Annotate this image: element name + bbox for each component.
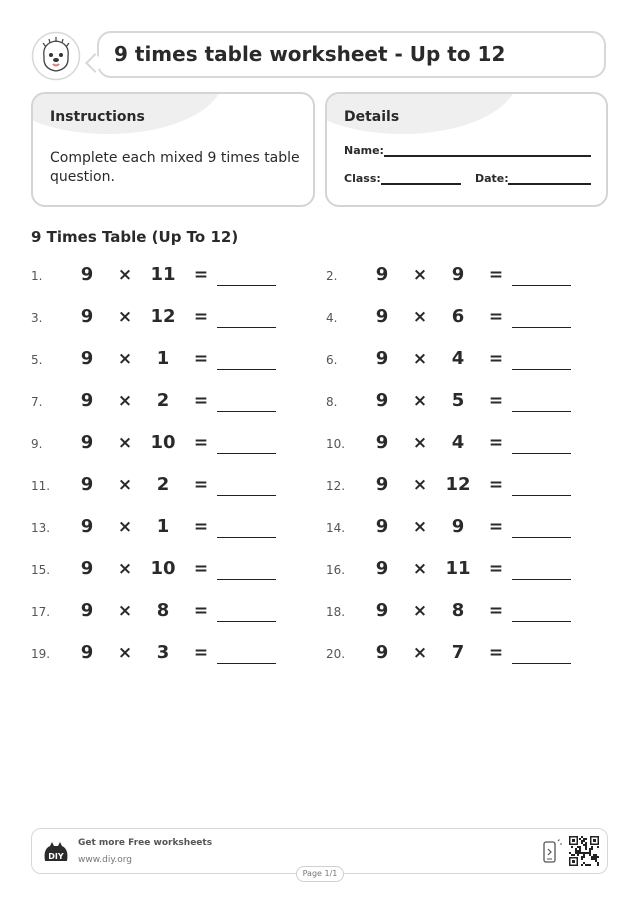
question-row <box>326 389 606 415</box>
times-sign: × <box>117 517 133 537</box>
multiplier: 7 <box>451 642 465 663</box>
answer-field[interactable] <box>217 537 276 538</box>
multiplicand: 9 <box>375 558 389 579</box>
multiplier: 12 <box>445 474 471 495</box>
question-number: 10. <box>326 437 346 451</box>
times-sign: × <box>117 307 133 327</box>
question-row <box>31 641 311 667</box>
multiplier: 11 <box>150 264 176 285</box>
question-row <box>31 599 311 625</box>
page-number: Page 1/1 <box>296 866 344 882</box>
instructions-text: Complete each mixed 9 times table question. <box>50 150 300 185</box>
multiplier: 6 <box>451 306 465 327</box>
multiplicand: 9 <box>375 264 389 285</box>
question-row <box>31 515 311 541</box>
question-row <box>31 431 311 457</box>
answer-field[interactable] <box>217 369 276 370</box>
equals-sign: = <box>488 391 504 411</box>
equals-sign: = <box>193 517 209 537</box>
equals-sign: = <box>193 265 209 285</box>
equals-sign: = <box>193 559 209 579</box>
question-row <box>31 347 311 373</box>
answer-field[interactable] <box>217 327 276 328</box>
date-field[interactable] <box>508 183 591 185</box>
equals-sign: = <box>193 601 209 621</box>
times-sign: × <box>412 475 428 495</box>
question-number: 12. <box>326 479 346 493</box>
multiplicand: 9 <box>375 432 389 453</box>
times-sign: × <box>412 265 428 285</box>
equals-sign: = <box>193 433 209 453</box>
instructions-heading: Instructions <box>50 109 145 125</box>
equals-sign: = <box>193 643 209 663</box>
answer-field[interactable] <box>512 453 571 454</box>
answer-field[interactable] <box>512 285 571 286</box>
times-sign: × <box>117 265 133 285</box>
multiplicand: 9 <box>80 558 94 579</box>
answer-field[interactable] <box>512 411 571 412</box>
equals-sign: = <box>488 601 504 621</box>
multiplier: 2 <box>156 390 170 411</box>
multiplicand: 9 <box>80 600 94 621</box>
multiplicand: 9 <box>375 348 389 369</box>
equals-sign: = <box>488 265 504 285</box>
question-row <box>31 263 311 289</box>
question-number: 17. <box>31 605 51 619</box>
multiplier: 1 <box>156 348 170 369</box>
times-sign: × <box>117 601 133 621</box>
answer-field[interactable] <box>217 411 276 412</box>
question-number: 18. <box>326 605 346 619</box>
equals-sign: = <box>488 475 504 495</box>
times-sign: × <box>412 559 428 579</box>
page-title: 9 times table worksheet - Up to 12 <box>114 42 506 66</box>
question-number: 3. <box>31 311 43 325</box>
times-sign: × <box>117 559 133 579</box>
multiplier: 9 <box>451 516 465 537</box>
multiplicand: 9 <box>80 474 94 495</box>
question-row <box>326 473 606 499</box>
answer-field[interactable] <box>217 579 276 580</box>
times-sign: × <box>412 349 428 369</box>
footer-link[interactable]: www.diy.org <box>78 855 132 865</box>
question-number: 6. <box>326 353 338 367</box>
answer-field[interactable] <box>217 285 276 286</box>
question-row <box>31 305 311 331</box>
multiplicand: 9 <box>80 432 94 453</box>
question-row <box>31 473 311 499</box>
multiplier: 8 <box>156 600 170 621</box>
times-sign: × <box>412 391 428 411</box>
times-sign: × <box>412 601 428 621</box>
times-sign: × <box>117 433 133 453</box>
multiplicand: 9 <box>375 306 389 327</box>
class-label: Class: <box>344 172 381 185</box>
name-field[interactable] <box>384 155 591 157</box>
multiplier: 12 <box>150 306 176 327</box>
footer-promo-text: Get more Free worksheets <box>78 838 213 848</box>
question-number: 14. <box>326 521 346 535</box>
details-panel <box>325 92 608 207</box>
equals-sign: = <box>193 475 209 495</box>
multiplicand: 9 <box>375 600 389 621</box>
class-field[interactable] <box>381 183 461 185</box>
question-number: 5. <box>31 353 43 367</box>
question-number: 4. <box>326 311 338 325</box>
qr-code-icon[interactable] <box>569 836 599 866</box>
times-sign: × <box>412 517 428 537</box>
question-row <box>326 599 606 625</box>
question-row <box>31 389 311 415</box>
question-row <box>326 431 606 457</box>
question-number: 7. <box>31 395 43 409</box>
multiplier: 10 <box>150 558 176 579</box>
multiplier: 4 <box>451 348 465 369</box>
multiplier: 1 <box>156 516 170 537</box>
mascot-icon <box>31 31 81 81</box>
question-row <box>326 641 606 667</box>
multiplier: 8 <box>451 600 465 621</box>
multiplicand: 9 <box>80 348 94 369</box>
answer-field[interactable] <box>512 621 571 622</box>
answer-field[interactable] <box>512 537 571 538</box>
question-number: 1. <box>31 269 43 283</box>
multiplicand: 9 <box>375 642 389 663</box>
phone-icon <box>541 838 563 866</box>
multiplier: 5 <box>451 390 465 411</box>
times-sign: × <box>117 391 133 411</box>
question-number: 2. <box>326 269 338 283</box>
answer-field[interactable] <box>512 579 571 580</box>
section-title: 9 Times Table (Up To 12) <box>31 228 239 246</box>
question-row <box>326 557 606 583</box>
question-number: 9. <box>31 437 43 451</box>
multiplicand: 9 <box>375 516 389 537</box>
times-sign: × <box>412 307 428 327</box>
question-number: 15. <box>31 563 51 577</box>
question-number: 20. <box>326 647 346 661</box>
multiplier: 4 <box>451 432 465 453</box>
question-number: 11. <box>31 479 51 493</box>
answer-field[interactable] <box>512 327 571 328</box>
equals-sign: = <box>488 517 504 537</box>
question-row <box>326 263 606 289</box>
multiplier: 11 <box>445 558 471 579</box>
equals-sign: = <box>193 307 209 327</box>
answer-field[interactable] <box>512 663 571 664</box>
multiplicand: 9 <box>375 390 389 411</box>
question-number: 13. <box>31 521 51 535</box>
multiplier: 2 <box>156 474 170 495</box>
multiplicand: 9 <box>375 474 389 495</box>
answer-field[interactable] <box>217 621 276 622</box>
instructions-panel <box>31 92 315 207</box>
equals-sign: = <box>488 559 504 579</box>
equals-sign: = <box>193 349 209 369</box>
equals-sign: = <box>488 349 504 369</box>
times-sign: × <box>412 433 428 453</box>
answer-field[interactable] <box>512 369 571 370</box>
multiplicand: 9 <box>80 516 94 537</box>
multiplicand: 9 <box>80 642 94 663</box>
question-row <box>326 305 606 331</box>
multiplier: 9 <box>451 264 465 285</box>
answer-field[interactable] <box>512 495 571 496</box>
multiplier: 3 <box>156 642 170 663</box>
question-row <box>326 515 606 541</box>
svg-text:DIY: DIY <box>48 852 64 861</box>
answer-field[interactable] <box>217 453 276 454</box>
multiplicand: 9 <box>80 306 94 327</box>
times-sign: × <box>117 643 133 663</box>
answer-field[interactable] <box>217 495 276 496</box>
details-heading: Details <box>344 109 400 125</box>
name-label: Name: <box>344 144 384 157</box>
times-sign: × <box>117 349 133 369</box>
multiplicand: 9 <box>80 390 94 411</box>
equals-sign: = <box>488 307 504 327</box>
question-row <box>326 347 606 373</box>
equals-sign: = <box>488 433 504 453</box>
question-number: 16. <box>326 563 346 577</box>
date-label: Date: <box>475 172 509 185</box>
multiplicand: 9 <box>80 264 94 285</box>
question-number: 8. <box>326 395 338 409</box>
diy-logo-icon[interactable] <box>42 839 70 865</box>
equals-sign: = <box>488 643 504 663</box>
times-sign: × <box>412 643 428 663</box>
question-number: 19. <box>31 647 51 661</box>
question-row <box>31 557 311 583</box>
equals-sign: = <box>193 391 209 411</box>
answer-field[interactable] <box>217 663 276 664</box>
multiplier: 10 <box>150 432 176 453</box>
times-sign: × <box>117 475 133 495</box>
